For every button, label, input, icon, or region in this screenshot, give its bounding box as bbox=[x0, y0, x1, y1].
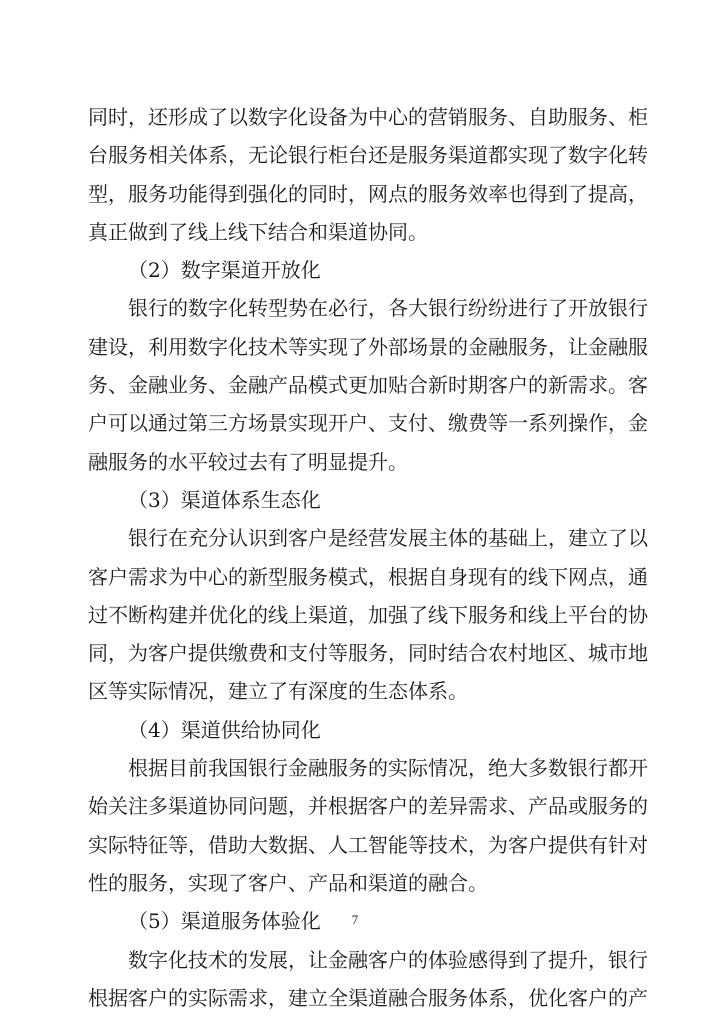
paragraph-continuation bbox=[88, 98, 648, 251]
text-line: 数字化技术的发展，让金融客户的体验感得到了提升，银行 bbox=[128, 947, 648, 972]
text-line: 始关注多渠道协同问题，并根据客户的差异需求、产品或服务的 bbox=[88, 794, 648, 819]
text-line: 同时，还形成了以数字化设备为中心的营销服务、自助服务、柜 bbox=[88, 105, 648, 129]
text-line: 过不断构建并优化的线上渠道，加强了线下服务和线上平台的协 bbox=[88, 602, 648, 627]
section-heading-5: （5）渠道服务体验化 bbox=[128, 909, 321, 934]
paragraph bbox=[88, 749, 648, 902]
text-line: 实际特征等，借助大数据、人工智能等技术，为客户提供有针对 bbox=[88, 832, 648, 857]
text-line: 银行在充分认识到客户是经营发展主体的基础上，建立了以 bbox=[128, 526, 648, 551]
text-line: 型，服务功能得到强化的同时，网点的服务效率也得到了提高， bbox=[88, 181, 648, 206]
section-heading-3: （3）渠道体系生态化 bbox=[128, 487, 321, 512]
text-line: 根据目前我国银行金融服务的实际情况，绝大多数银行都开 bbox=[128, 756, 648, 781]
section-heading-4: （4）渠道供给协同化 bbox=[128, 717, 321, 742]
page-number: 7 bbox=[351, 912, 359, 927]
text-line: 务、金融业务、金融产品模式更加贴合新时期客户的新需求。客 bbox=[88, 373, 648, 398]
text-line: 融服务的水平较过去有了明显提升。 bbox=[88, 449, 408, 474]
paragraph bbox=[88, 289, 648, 480]
text-line: 台服务相关体系，无论银行柜台还是服务渠道都实现了数字化转 bbox=[88, 143, 648, 168]
text-line: 户可以通过第三方场景实现开户、支付、缴费等一系列操作，金 bbox=[88, 411, 648, 436]
text-line: 区等实际情况，建立了有深度的生态体系。 bbox=[88, 679, 468, 704]
section-heading-2: （2）数字渠道开放化 bbox=[128, 258, 321, 283]
paragraph bbox=[88, 941, 648, 1017]
text-line: 同，为客户提供缴费和支付等服务，同时结合农村地区、城市地 bbox=[88, 641, 648, 666]
text-line: 建设，利用数字化技术等实现了外部场景的金融服务，让金融服 bbox=[88, 334, 648, 359]
paragraph bbox=[88, 519, 648, 710]
document-body bbox=[88, 98, 648, 1017]
text-line: 性的服务，实现了客户、产品和渠道的融合。 bbox=[88, 870, 488, 895]
text-line: 真正做到了线上线下结合和渠道协同。 bbox=[88, 219, 428, 244]
text-line: 银行的数字化转型势在必行，各大银行纷纷进行了开放银行 bbox=[128, 296, 648, 321]
text-line: 客户需求为中心的新型服务模式，根据自身现有的线下网点，通 bbox=[88, 564, 648, 589]
text-line: 根据客户的实际需求，建立全渠道融合服务体系，优化客户的产 bbox=[88, 985, 648, 1010]
